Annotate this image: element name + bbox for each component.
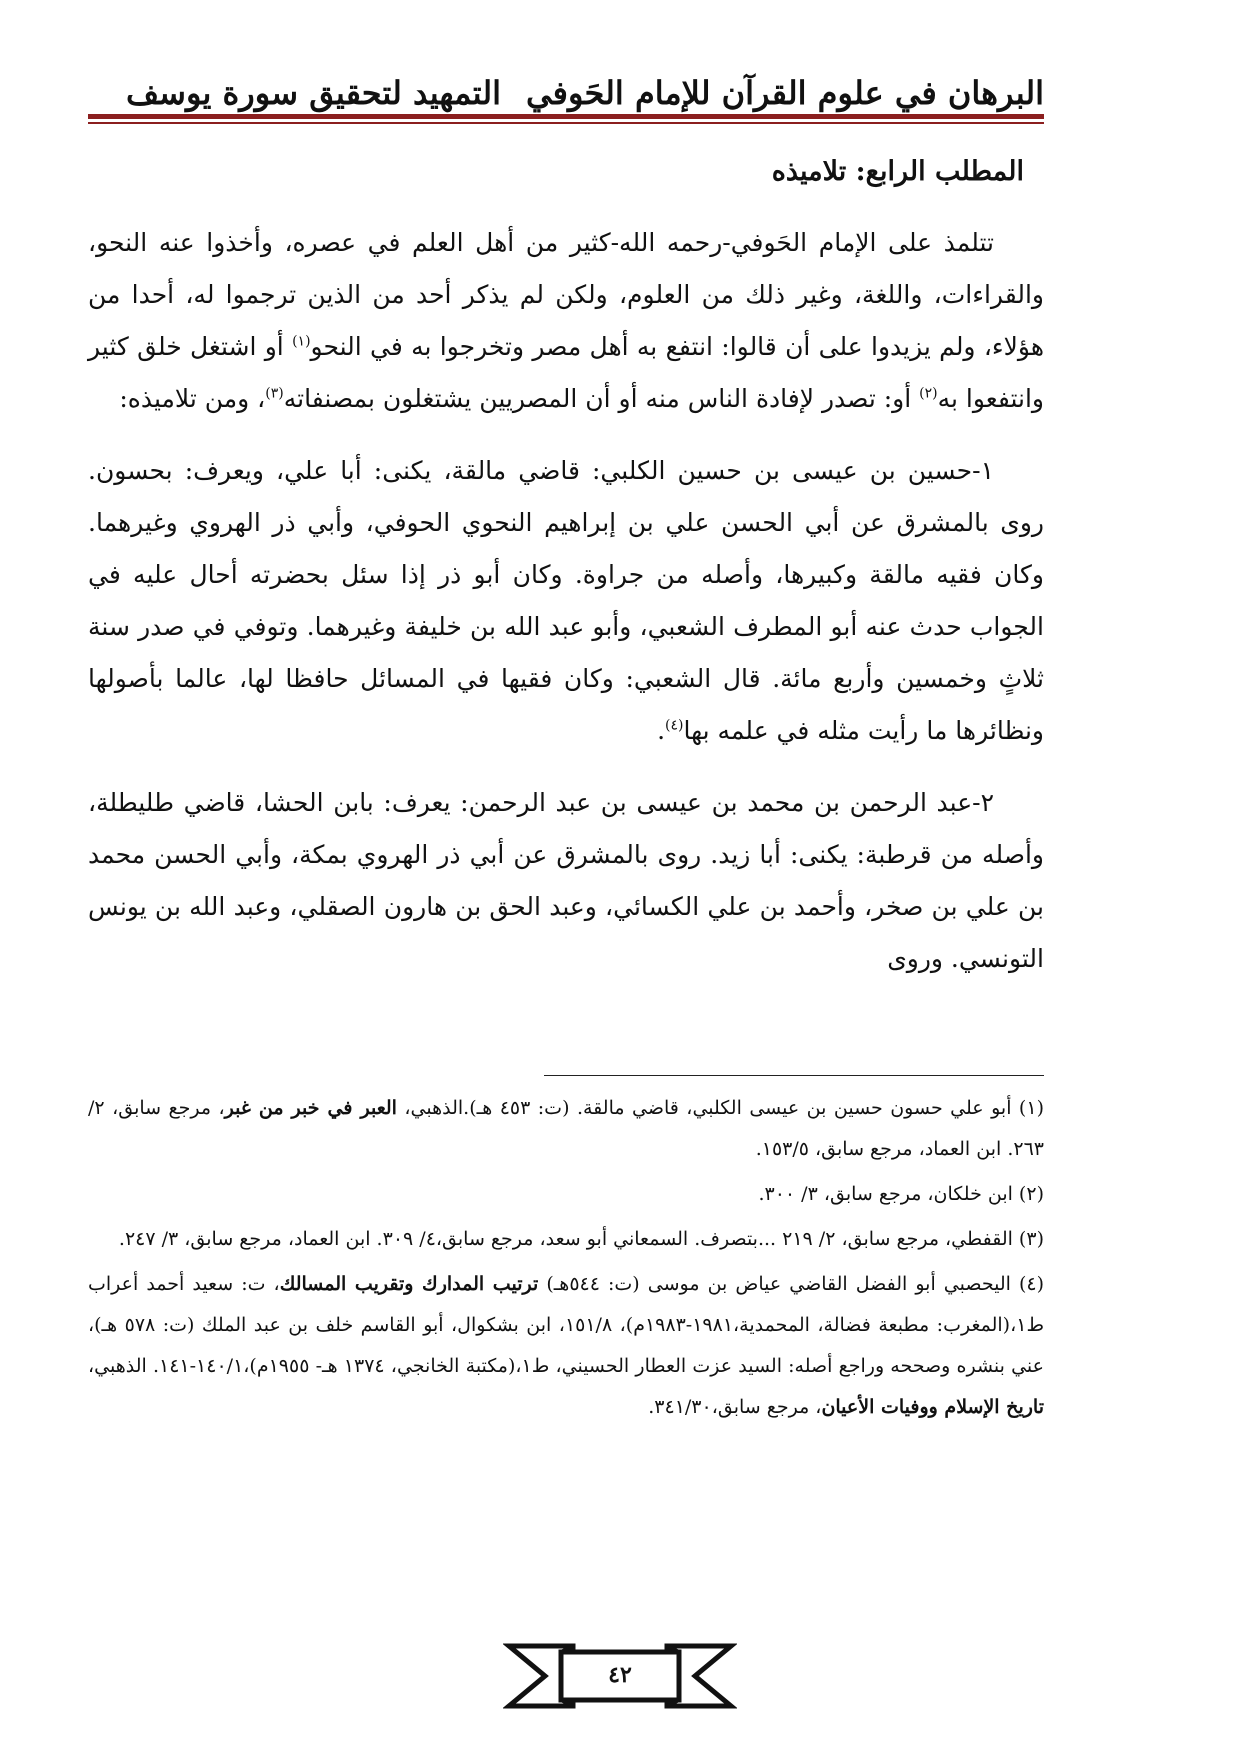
page-number: ٤٢ — [608, 1662, 632, 1688]
footnote-ref-1[interactable]: (١) — [292, 333, 311, 350]
footnote-4-book-title: ترتيب المدارك وتقريب المسالك — [279, 1273, 539, 1295]
header-rule-thick — [88, 114, 1044, 119]
student-1-text: ١-حسين بن عيسى بن حسين الكلبي: قاضي مالقة، يكنى: أبا علي، ويعرف: بحسون. روى بالمشرق عن أبي الحسن علي بن إبراهيم النحوي الحوفي، وأبي ذر الهروي وغيرهما. وكان فقيه مالقة وكبيرها، وأصله من جراوة. وكان أبو ذر إذا سئل بحضرته أحال عليه في الجواب حدث عنه أبو المطرف الشعبي، وأبو عبد الله بن خليفة وغيرهما. وتوفي في صدر سنة ثلاثٍ وخمسين وأربع مائة. قال الشعبي: وكان فقيها في المسائل حافظا لها، عالما بأصولها ونظائرها ما رأيت مثله في علمه بها — [88, 456, 1044, 745]
footnote-1-text-end: ، مرجع سابق، ٢/ ٢٦٣. ابن العماد، مرجع سابق، ١٥٣/٥. — [88, 1097, 1044, 1160]
footnote-1-book-title: العبر في خبر من غبر — [224, 1097, 397, 1119]
intro-text-d: ، ومن تلاميذه: — [119, 384, 266, 413]
book-title: البرهان في علوم القرآن للإمام الحَوفي — [526, 74, 1044, 112]
student-1-end: . — [657, 716, 666, 745]
intro-text-b: أو اشتغل خلق كثير وانتفعوا به — [88, 332, 1044, 413]
footnote-4-book-title-2: تاريخ الإسلام ووفيات الأعيان — [821, 1396, 1044, 1418]
footnote-1 — [88, 1088, 1044, 1170]
section-title: المطلب الرابع: تلاميذه — [771, 156, 1024, 187]
intro-text-c: أو: تصدر لإفادة الناس منه أو أن المصريين يشتغلون بمصنفاته — [283, 384, 920, 413]
footnote-4-text-mid: ، ت: سعيد أحمد أعراب ط١،(المغرب: مطبعة فضالة، المحمدية،١٩٨١-١٩٨٣م)، ١٥١/٨، ابن بشكوال، أبو القاسم خلف بن عبد الملك (ت: ٥٧٨ هـ)، عني بنشره وصححه وراجع أصله: السيد عزت العطار الحسيني، ط١،(مكتبة الخانجي، ١٣٧٤ هـ- ١٩٥٥م)،١٤٠/١-١٤١. الذهبي، — [88, 1273, 1045, 1377]
intro-paragraph — [88, 217, 1044, 425]
footnote-separator — [544, 1075, 1044, 1076]
footnote-4-text-end: ، مرجع سابق،٣٤١/٣٠. — [648, 1396, 822, 1418]
footnote-4-text: (٤) اليحصبي أبو الفضل القاضي عياض بن موسى (ت: ٥٤٤هـ) — [538, 1273, 1045, 1295]
footnote-1-text: (١) أبو علي حسون حسين بن عيسى الكلبي، قاضي مالقة. (ت: ٤٥٣ هـ).الذهبي، — [396, 1097, 1044, 1119]
student-2-text: ٢-عبد الرحمن بن محمد بن عيسى بن عبد الرحمن: يعرف: بابن الحشا، قاضي طليطلة، وأصله من قرطبة: يكنى: أبا زيد. روى بالمشرق عن أبي ذر الهروي بمكة، وأبي الحسن محمد بن علي بن صخر، وأحمد بن علي الكسائي، وعبد الحق بن هارون الصقلي، وعبد الله بن يونس التونسي. وروى — [88, 788, 1044, 973]
footnote-ref-3[interactable]: (٣) — [265, 385, 284, 402]
running-header — [88, 64, 1044, 114]
footnotes — [88, 1075, 1044, 1432]
footnote-4 — [88, 1264, 1044, 1428]
student-1-paragraph — [88, 445, 1044, 757]
footnote-2: (٢) ابن خلكان، مرجع سابق، ٣/ ٣٠٠. — [758, 1183, 1044, 1205]
footnote-ref-4[interactable]: (٤) — [665, 717, 684, 734]
intro-text-a: تتلمذ على الإمام الحَوفي-رحمه الله-كثير من أهل العلم في عصره، وأخذوا عنه النحو، والقراءات، واللغة، وغير ذلك من العلوم، ولكن لم يذكر أحد من الذين ترجموا له، أحدا من هؤلاء، ولم يزيدوا على أن قالوا: انتفع به أهل مصر وتخرجوا به في النحو — [88, 228, 1044, 361]
main-text — [88, 148, 1044, 1005]
header-rule-thin — [88, 122, 1044, 124]
student-2-paragraph — [88, 777, 1044, 985]
footnote-ref-2[interactable]: (٢) — [919, 385, 938, 402]
chapter-title: التمهيد لتحقيق سورة يوسف — [126, 74, 501, 112]
footnote-3: (٣) القفطي، مرجع سابق، ٢/ ٢١٩ ...بتصرف. السمعاني أبو سعد، مرجع سابق،٤/ ٣٠٩. ابن العماد، مرجع سابق، ٣/ ٢٤٧. — [118, 1228, 1044, 1250]
page-number-ornament — [503, 1640, 737, 1712]
